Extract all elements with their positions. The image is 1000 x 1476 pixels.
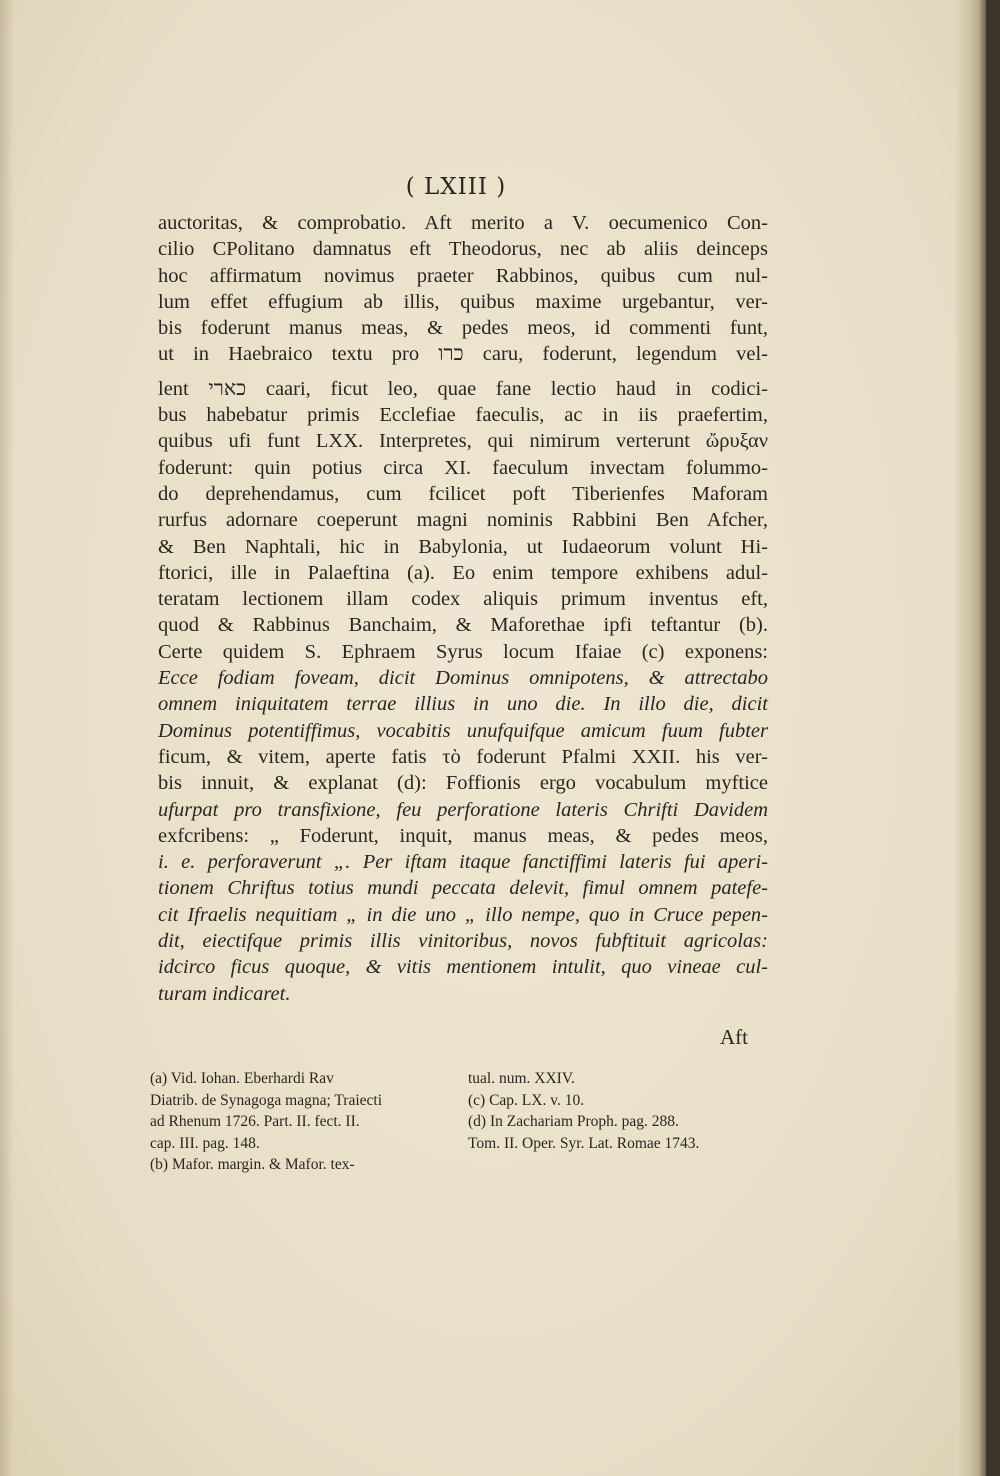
footnote-line: (d) In Zachariam Proph. pag. 288. (468, 1113, 679, 1130)
text-line: foderunt: quin potius circa XI. faeculum invectam folummo- (158, 456, 768, 479)
text-line: dit, eiectifque primis illis vinitoribus, novos fubftituit agricolas: (158, 930, 768, 953)
footnote-line: (c) Cap. LX. v. 10. (468, 1091, 585, 1109)
text-line: & Ben Naphtali, hic in Babylonia, ut Iudaeorum volunt Hi- (158, 535, 768, 558)
text-line: cilio CPolitano damnatus eft Theodorus, nec ab aliis deinceps (158, 238, 768, 261)
text-line: do deprehendamus, cum fcilicet poft Tiberienfes Maforam (158, 482, 768, 505)
text-line: exfcribens: „ Foderunt, inquit, manus meas, & pedes meos, (158, 824, 768, 847)
text-line: bis foderunt manus meas, & pedes meos, id commenti funt, (158, 317, 768, 340)
text-line: lum effet effugium ab illis, quibus maxime urgebantur, ver- (158, 290, 768, 313)
page-number-header: ( LXIII ) (405, 174, 507, 200)
footnotes-left-column (150, 1068, 450, 1176)
text-line: Ecce fodiam foveam, dicit Dominus omnipotens, & attrectabo (158, 667, 768, 690)
footnote-line: ad Rhenum 1726. Part. II. fect. II. (150, 1113, 360, 1130)
main-text (158, 210, 768, 1007)
text-line: hoc affirmatum novimus praeter Rabbinos, quibus cum nul- (158, 264, 768, 287)
text-line: bis innuit, & explanat (d): Foffionis ergo vocabulum myftice (158, 772, 768, 795)
text-line: omnem iniquitatem terrae illius in uno die. In illo die, dicit (158, 693, 768, 716)
text-line: quibus ufi funt LXX. Interpretes, qui nimirum verterunt ὤρυξαν (158, 430, 768, 453)
text-line: ufurpat pro transfixione, feu perforatione lateris Chrifti Davidem (158, 798, 768, 821)
footnote-line: cap. III. pag. 148. (150, 1134, 260, 1152)
text-line: auctoritas, & comprobatio. Aft merito a V. oecumenico Con- (158, 212, 768, 234)
footnote-line: (a) Vid. Iohan. Eberhardi Rav (150, 1070, 334, 1087)
text-line: ftorici, ille in Palaeftina (a). Eo enim tempore exhibens adul- (158, 561, 768, 584)
footnote-line: (b) Mafor. margin. & Mafor. tex- (150, 1156, 355, 1173)
text-line: quod & Rabbinus Banchaim, & Maforethae ipfi teftantur (b). (158, 614, 768, 637)
page-edge (956, 0, 986, 1476)
text-line: Certe quidem S. Ephraem Syrus locum Ifaiae (c) exponens: (158, 640, 768, 663)
catchword: Aft (720, 1025, 748, 1049)
text-line: i. e. perforaverunt „. Per iftam itaque fanctiffimi lateris fui aperi- (158, 851, 768, 874)
text-line: cit Ifraelis nequitiam „ in die uno „ illo nempe, quo in Cruce pepen- (158, 903, 768, 926)
footnote-line: tual. num. XXIV. (468, 1070, 575, 1087)
gutter-shadow (0, 0, 14, 1476)
text-line: ficum, & vitem, aperte fatis τὸ foderunt Pfalmi XXII. his ver- (158, 745, 768, 768)
text-line: ut in Haebraico textu pro כרו caru, foderunt, legendum vel- (158, 343, 768, 366)
footnote-line: Tom. II. Oper. Syr. Lat. Romae 1743. (468, 1134, 700, 1152)
text-line: teratam lectionem illam codex aliquis primum inventus eft, (158, 588, 768, 611)
text-line: lent כארי caari, ficut leo, quae fane lectio haud in codici- (158, 377, 768, 400)
text-line: turam indicaret. (158, 982, 291, 1005)
text-line: tionem Chriftus totius mundi peccata delevit, fimul omnem patefe- (158, 877, 768, 900)
footnotes-right-column (468, 1068, 768, 1154)
text-line: idcirco ficus quoque, & vitis mentionem intulit, quo vineae cul- (158, 956, 768, 979)
footnote-line: Diatrib. de Synagoga magna; Traiecti (150, 1091, 383, 1109)
text-line: Dominus potentiffimus, vocabitis unufquifque amicum fuum fubter (158, 719, 768, 742)
text-line: bus habebatur primis Ecclefiae faeculis, ac in iis praefertim, (158, 404, 768, 427)
text-line: rurfus adornare coeperunt magni nominis Rabbini Ben Afcher, (158, 509, 768, 532)
